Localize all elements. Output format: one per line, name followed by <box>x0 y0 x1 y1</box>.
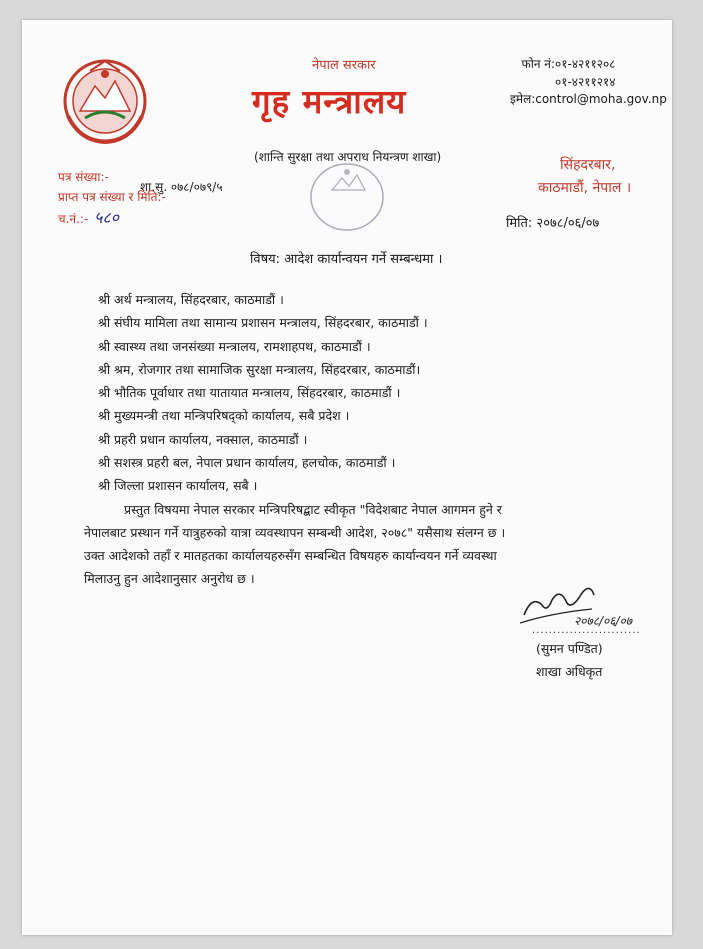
body-line: मिलाउनु हुन आदेशानुसार अनुरोध छ । <box>84 571 255 586</box>
phone-2: ०१-४२११२१४ <box>555 75 616 89</box>
signer-name: (सुमन पण्डित) <box>536 641 603 656</box>
letter-page <box>22 20 672 935</box>
recipient-item: श्री सशस्त्र प्रहरी बल, नेपाल प्रधान कार्यालय, हलचोक, काठमाडौं । <box>98 455 396 471</box>
letter-date: मिति: २०७८/०६/०७ <box>506 216 600 231</box>
signature-date: २०७८/०६/०७ <box>574 614 633 628</box>
recipient-item: श्री स्वास्थ्य तथा जनसंख्या मन्त्रालय, रामशाहपथ, काठमाडौं । <box>98 338 371 354</box>
government-name: नेपाल सरकार <box>312 58 376 73</box>
phone-block <box>517 55 616 91</box>
signature-line: .......................... <box>532 625 641 636</box>
recipient-item: श्री संघीय मामिला तथा सामान्य प्रशासन मन्त्रालय, सिंहदरबार, काठमाडौं । <box>98 315 428 331</box>
recipient-item: श्री प्रहरी प्रधान कार्यालय, नक्साल, काठमाडौं । <box>98 431 308 447</box>
ministry-title: गृह मन्त्रालय <box>252 82 407 121</box>
recipient-item: श्री मुख्यमन्त्री तथा मन्त्रिपरिषद्को कार्यालय, सबै प्रदेश । <box>98 408 350 424</box>
office-stamp-icon <box>307 160 387 235</box>
recipient-item: श्री भौतिक पूर्वाधार तथा यातायात मन्त्रालय, सिंहदरबार, काठमाडौं । <box>98 385 401 401</box>
patra-sankhya-label: पत्र संख्या:- <box>58 170 109 184</box>
email: इमेल:control@moha.gov.np <box>510 92 667 106</box>
chalani-number: ५८० <box>94 208 119 227</box>
recipient-item: श्री श्रम, रोजगार तथा सामाजिक सुरक्षा मन्त्रालय, सिंहदरबार, काठमाडौं। <box>98 361 421 377</box>
reference-number: शा.सु. ०७८/०७९/५ <box>140 180 223 194</box>
subject-line: विषय: आदेश कार्यान्वयन गर्ने सम्बन्धमा । <box>250 252 443 267</box>
address-line-1: सिंहदरबार, <box>560 157 616 173</box>
prapta-patra-label: प्राप्त पत्र संख्या र मिति:- <box>58 190 166 204</box>
body-line: उक्त आदेशको तहाँ र मातहतका कार्यालयहरुसँग सम्बन्धित विषयहरु कार्यान्वयन गर्ने व्यवस्था <box>84 548 497 563</box>
recipient-item: श्री जिल्ला प्रशासन कार्यालय, सबै । <box>98 478 258 494</box>
recipient-list <box>98 288 428 498</box>
phone-1: फोन नं:०१-४२११२०८ <box>521 57 616 71</box>
address-line-2: काठमाडौं, नेपाल । <box>538 180 632 196</box>
body-line: नेपालबाट प्रस्थान गर्ने यात्रुहरुको यात्रा व्यवस्थापन सम्बन्धी आदेश, २०७८" यसैसाथ संलग्न छ । <box>84 525 506 540</box>
body-line: प्रस्तुत विषयमा नेपाल सरकार मन्त्रिपरिषद्बाट स्वीकृत "विदेशबाट नेपाल आगमन हुने र <box>124 502 502 517</box>
branch-name: (शान्ति सुरक्षा तथा अपराध नियन्त्रण शाखा) <box>254 150 442 164</box>
chalani-label: च.नं.:- <box>58 212 89 226</box>
nepal-emblem-icon <box>60 56 150 146</box>
signer-title: शाखा अधिकृत <box>536 664 603 679</box>
recipient-item: श्री अर्थ मन्त्रालय, सिंहदरबार, काठमाडौं । <box>98 292 284 307</box>
